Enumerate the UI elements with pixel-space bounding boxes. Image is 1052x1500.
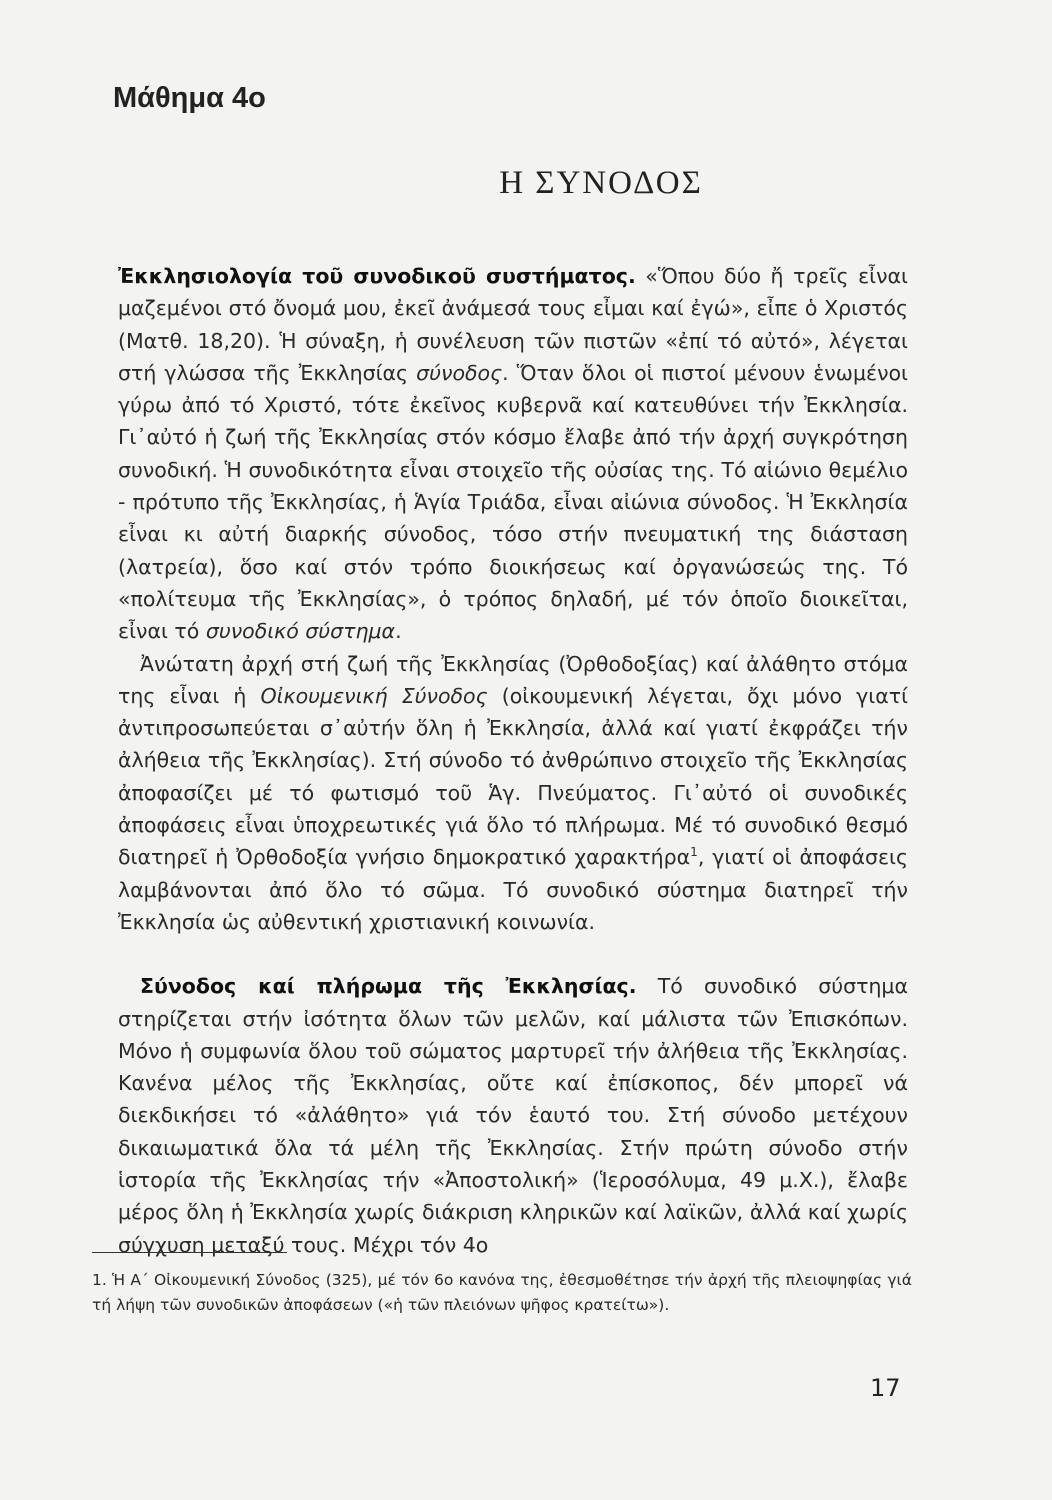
section-heading-ecclesiology: Ἐκκλησιολογία τοῦ συνοδικοῦ συστήματος.	[118, 264, 636, 288]
page-number: 17	[870, 1374, 901, 1402]
paragraph-text: «Ὅπου δύο ἤ τρεῖς εἶναι μαζεμένοι στό ὄνομά μου, ἐκεῖ ἀνάμεσά τους εἶμαι καί ἐγώ», εἶπε ὁ Χριστός (Ματθ. 18,20). Ἡ σύναξη, ἡ συνέλευση τῶν πιστῶν «ἐπί τό αὐτό», λέγεται στή γλώσσα τῆς Ἐκκλησίας	[118, 264, 908, 385]
emphasis-term: συνοδικό σύστημα	[205, 619, 396, 644]
paragraph-council-and-fullness	[118, 970, 908, 1261]
paragraph-ecclesiology	[118, 260, 908, 648]
lesson-label: Μάθημα 4ο	[113, 82, 266, 114]
section-heading-council: Σύνοδος καί πλήρωμα τῆς Ἐκκλησίας.	[140, 974, 637, 999]
paragraph-text: (οἰκουμενική λέγεται, ὄχι μόνο γιατί ἀντιπροσωπεύεται σ᾽αὐτήν ὅλη ἡ Ἐκκλησία, ἀλλά καί γιατί ἐκφράζει τήν ἀλήθεια τῆς Ἐκκλησίας). Στή σύνοδο τό ἀνθρώπινο στοιχεῖο τῆς Ἐκκλησίας ἀποφασίζει μέ τό φωτισμό τοῦ Ἁγ. Πνεύματος. Γι᾽αὐτό οἱ συνοδικές ἀποφάσεις εἶναι ὑποχρεωτικές γιά ὅλο τό πλήρωμα. Μέ τό συνοδικό θεσμό διατηρεῖ ἡ Ὀρθοδοξία γνήσιο δημοκρατικό χαρακτήρα	[118, 683, 909, 870]
footnote-divider	[92, 1252, 287, 1253]
paragraph-text: .	[395, 619, 402, 644]
footnote: 1. Ἡ Α΄ Οἰκουμενική Σύνοδος (325), μέ τόν 6ο κανόνα της, ἐθεσμοθέτησε τήν ἀρχή τῆς πλειοψηφίας γιά τή λήψη τῶν συνοδικῶν ἀποφάσεων («ἡ τῶν πλειόνων ψῆφος κρατείτω»).	[92, 1271, 912, 1314]
emphasis-term: σύνοδος	[416, 360, 503, 385]
footnote-reference: 1	[690, 845, 698, 860]
paragraph-ecumenical-council	[118, 648, 908, 939]
paragraph-text: Ἀνώτατη ἀρχή στή ζωή τῆς Ἐκκλησίας (Ὀρθοδοξίας) καί ἀλάθητο στόμα της εἶναι ἡ	[118, 651, 908, 708]
paragraph-text: . Ὅταν ὅλοι οἱ πιστοί μένουν ἑνωμένοι γύρω ἀπό τό Χριστό, τότε ἐκεῖνος κυβερνᾶ καί κατευθύνει τήν Ἐκκλησία. Γι᾽αὐτό ἡ ζωή τῆς Ἐκκλησίας στόν κόσμο ἔλαβε ἀπό τήν ἀρχή συγκρότηση συνοδική. Ἡ συνοδικότητα εἶναι στοιχεῖο τῆς οὐσίας της. Τό αἰώνιο θεμέλιο - πρότυπο τῆς Ἐκκλησίας, ἡ Ἁγία Τριάδα, εἶναι αἰώνια σύνοδος. Ἡ Ἐκκλησία εἶναι κι αὐτή διαρκής σύνοδος, τόσο στήν πνευματική της διάσταση (λατρεία), ὅσο καί στόν τρόπο διοικήσεως καί ὀργανώσεώς της. Τό «πολίτευμα τῆς Ἐκκλησίας», ὁ τρόπος δηλαδή, μέ τόν ὁποῖο διοικεῖται, εἶναι τό	[118, 360, 908, 644]
paragraph-text: Τό συνοδικό σύστημα στηρίζεται στήν ἰσότητα ὅλων τῶν μελῶν, καί μάλιστα τῶν Ἐπισκόπων. Μόνο ἡ συμφωνία ὅλου τοῦ σώματος μαρτυρεῖ τήν ἀλήθεια τῆς Ἐκκλησίας. Κανένα μέλος τῆς Ἐκκλησίας, οὔτε καί ἐπίσκοπος, δέν μπορεῖ νά διεκδικήσει τό «ἀλάθητο» γιά τόν ἑαυτό του. Στή σύνοδο μετέχουν δικαιωματικά ὅλα τά μέλη τῆς Ἐκκλησίας. Στήν πρώτη σύνοδο στήν ἱστορία τῆς Ἐκκλησίας τήν «Ἀποστολική» (Ἱεροσόλυμα, 49 μ.Χ.), ἔλαβε μέρος ὅλη ἡ Ἐκκλησία χωρίς διάκριση κληρικῶν καί λαϊκῶν, ἀλλά καί χωρίς σύγχυση μεταξύ τους. Μέχρι τόν 4ο	[118, 974, 908, 1257]
paragraph-text: , γιατί οἱ ἀποφάσεις λαμβάνονται ἀπό ὅλο τό σῶμα. Τό συνοδικό σύστημα διατηρεῖ τήν Ἐκκλησία ὡς αὐθεντική χριστιανική κοινωνία.	[118, 845, 908, 934]
main-text	[118, 260, 908, 1261]
emphasis-term: Οἰκουμενική Σύνοδος	[260, 683, 488, 708]
chapter-title: Η ΣΥΝΟΔΟΣ	[499, 165, 703, 201]
